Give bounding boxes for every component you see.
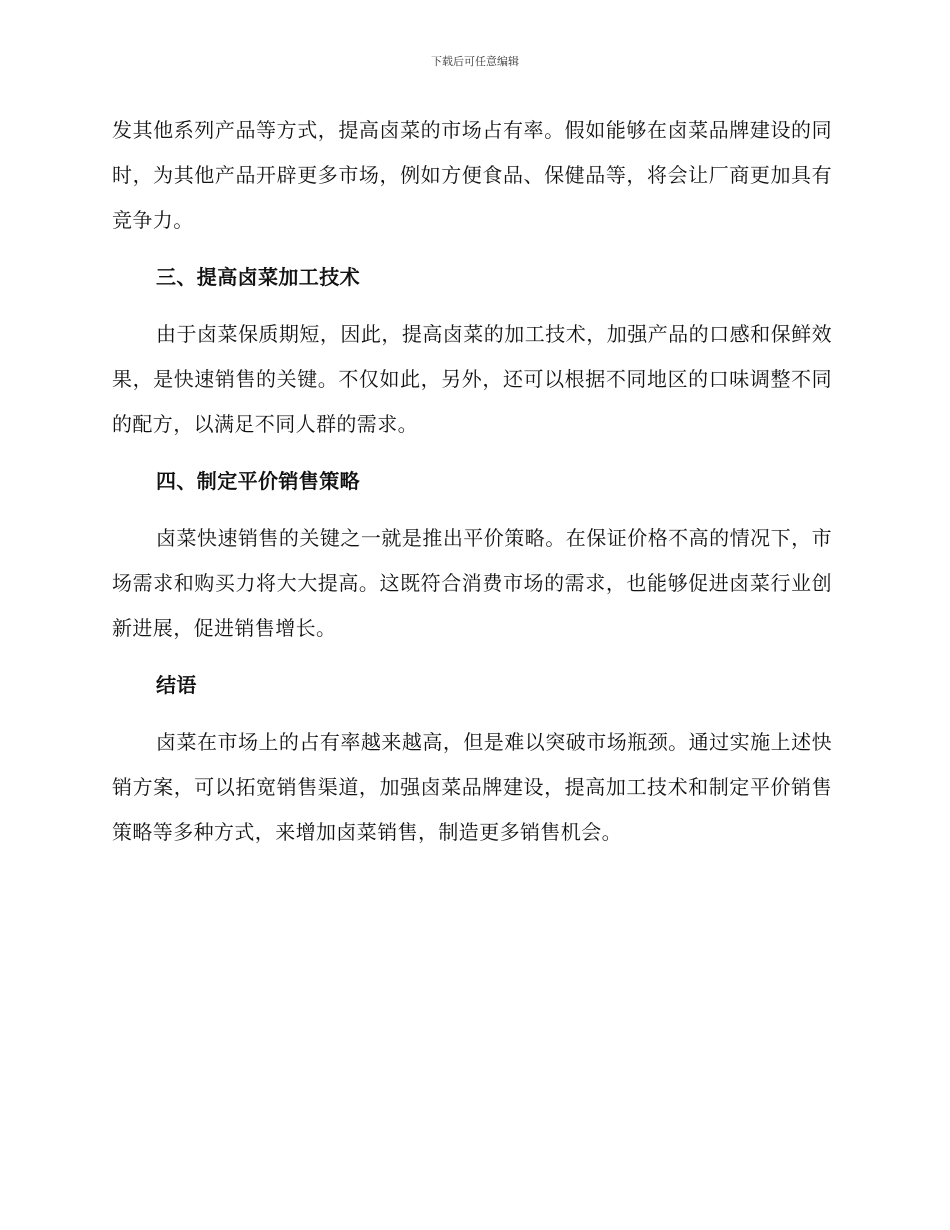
section-heading-processing: 三、提高卤菜加工技术 xyxy=(156,265,360,289)
section-heading-pricing: 四、制定平价销售策略 xyxy=(156,469,360,493)
document-body xyxy=(112,108,832,855)
intro-paragraph: 发其他系列产品等方式，提高卤菜的市场占有率。假如能够在卤菜品牌建设的同时，为其他产品开辟更多市场，例如方便食品、保健品等，将会让厂商更加具有竞争力。 xyxy=(112,118,832,232)
section-body-conclusion: 卤菜在市场上的占有率越来越高，但是难以突破市场瓶颈。通过实施上述快销方案，可以拓宽销售渠道，加强卤菜品牌建设，提高加工技术和制定平价销售策略等多种方式，来增加卤菜销售，制造更多销售机会。 xyxy=(112,730,832,844)
section-body-pricing: 卤菜快速销售的关键之一就是推出平价策略。在保证价格不高的情况下，市场需求和购买力将大大提高。这既符合消费市场的需求，也能够促进卤菜行业创新进展，促进销售增长。 xyxy=(112,526,832,640)
page-header: 下载后可任意编辑 xyxy=(431,55,519,68)
section-heading-conclusion: 结语 xyxy=(156,673,197,697)
section-body-processing: 由于卤菜保质期短，因此，提高卤菜的加工技术，加强产品的口感和保鲜效果，是快速销售的关键。不仅如此，另外，还可以根据不同地区的口味调整不同的配方，以满足不同人群的需求。 xyxy=(112,322,832,436)
